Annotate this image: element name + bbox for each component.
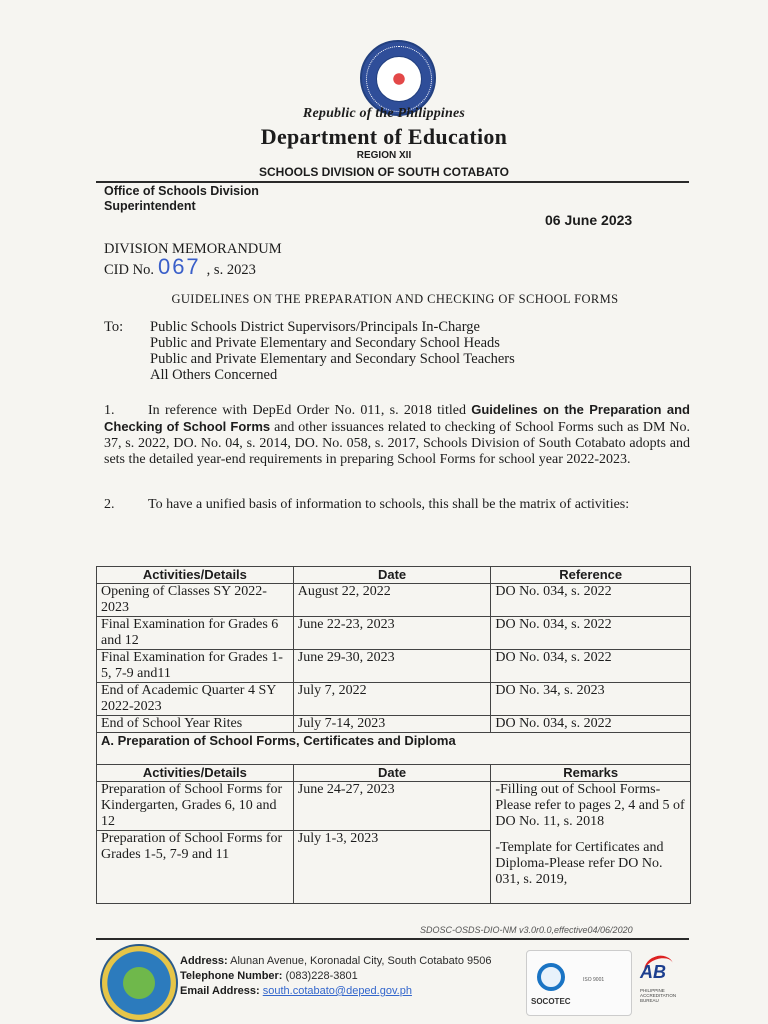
recipient-item: All Others Concerned (150, 367, 278, 383)
email-label: Email Address: (180, 985, 260, 997)
section-title: A. Preparation of School Forms, Certificates and Diploma (97, 733, 691, 765)
table-row (97, 617, 691, 650)
paragraph-text: and other issuances related to checking of School Forms such as DM No. 37, s. 2022, DO. No. 04, s. 2014, DO. No. 058, s. 2017, Schools Division of South Cotabato adopts and sets the detailed year-end requirements in preparing School Forms for school year 2022-2023. (104, 420, 690, 467)
activity-cell: End of Academic Quarter 4 SY 2022-2023 (97, 683, 294, 716)
seal-center (376, 56, 422, 102)
republic-title: Republic of the Philippines (302, 106, 466, 121)
document-code: SDOSC-OSDS-DIO-NM v3.0r0.0,effective04/06/2020 (420, 925, 633, 935)
date-cell: June 24-27, 2023 (293, 782, 491, 831)
table-row (97, 782, 691, 831)
pab-text: PHILIPPINE ACCREDITATION BUREAU (640, 988, 677, 1003)
sds-south-cotabato-logo (100, 944, 178, 1022)
memo-date: 06 June 2023 (545, 212, 633, 228)
contact-block (180, 954, 491, 999)
deped-seal-logo (360, 40, 436, 116)
to-label: To: (104, 319, 124, 335)
recipient-list (150, 319, 515, 383)
phone-value: (083)228-3801 (282, 970, 358, 982)
paragraph-number: 1. (104, 403, 115, 418)
remark-school-forms: -Filling out of School Forms-Please refer to pages 2, 4 and 5 of DO No. 11, s. 2018 (495, 782, 685, 829)
column-header: Remarks (491, 765, 691, 782)
column-header: Activities/Details (97, 765, 294, 782)
socotec-label: SOCOTEC (531, 997, 571, 1006)
date-cell: July 7, 2022 (293, 683, 491, 716)
phone-line (180, 969, 491, 984)
paragraph-text: To have a unified basis of information to schools, this shall be the matrix of activities: (148, 497, 630, 512)
activity-cell: Preparation of School Forms for Grades 1-5, 7-9 and 11 (97, 831, 294, 904)
cid-prefix: CID No. (104, 262, 154, 278)
phone-label: Telephone Number: (180, 970, 283, 982)
date-cell: June 29-30, 2023 (293, 650, 491, 683)
table-header-row (97, 765, 691, 782)
remark-spacer (495, 830, 686, 840)
office-label (104, 184, 259, 214)
activity-matrix-table (96, 566, 691, 904)
reference-cell: DO No. 034, s. 2022 (491, 716, 691, 733)
pab-accreditation-logo (640, 954, 684, 1010)
iso-label: ISO 9001 (583, 977, 605, 983)
reference-cell: DO No. 034, s. 2022 (491, 650, 691, 683)
memo-subject: GUIDELINES ON THE PREPARATION AND CHECKING OF SCHOOL FORMS (171, 292, 619, 306)
pab-mark: AB (640, 962, 666, 982)
remark-certificates: -Template for Certificates and Diploma-Please refer DO No. 031, s. 2019, (495, 840, 664, 887)
memo-type: DIVISION MEMORANDUM (104, 241, 282, 257)
address-value: Alunan Avenue, Koronadal City, South Cotabato 9506 (227, 955, 492, 967)
table-row (97, 683, 691, 716)
email-line (180, 984, 491, 999)
cid-number: 067 (157, 254, 201, 279)
recipient-item: Public Schools District Supervisors/Principals In-Charge (150, 319, 480, 335)
remarks-cell (491, 782, 691, 904)
reference-cell: DO No. 34, s. 2023 (491, 683, 691, 716)
activity-cell: End of School Year Rites (97, 716, 294, 733)
recipient-item: Public and Private Elementary and Secondary School Heads (150, 335, 500, 351)
division-label: SCHOOLS DIVISION OF SOUTH COTABATO (258, 165, 509, 179)
column-header: Date (293, 567, 491, 584)
date-cell: June 22-23, 2023 (293, 617, 491, 650)
reference-cell: DO No. 034, s. 2022 (491, 617, 691, 650)
activity-cell: Final Examination for Grades 1-5, 7-9 and11 (97, 650, 294, 683)
column-header: Activities/Details (97, 567, 294, 584)
column-header: Reference (491, 567, 691, 584)
email-link[interactable]: south.cotabato@deped.gov.ph (262, 985, 412, 997)
memo-id-block (104, 241, 282, 279)
table-row (97, 716, 691, 733)
cid-series: , s. 2023 (206, 262, 256, 278)
activity-cell: Opening of Classes SY 2022-2023 (97, 584, 294, 617)
department-title: Department of Education (260, 124, 508, 149)
reference-cell: DO No. 034, s. 2022 (491, 584, 691, 617)
socotec-certification-badge (526, 950, 632, 1016)
table-row (97, 584, 691, 617)
date-cell: August 22, 2022 (293, 584, 491, 617)
date-cell: July 7-14, 2023 (293, 716, 491, 733)
address-label: Address: (180, 955, 228, 967)
section-title-row (97, 733, 691, 765)
column-header: Date (293, 765, 491, 782)
paragraph-number: 2. (104, 497, 115, 512)
cid-row (104, 254, 282, 279)
header-divider (96, 181, 689, 183)
paragraph-1 (104, 402, 690, 468)
office-line-1: Office of Schools Division (104, 184, 259, 198)
date-cell: July 1-3, 2023 (293, 831, 491, 904)
activity-cell: Final Examination for Grades 6 and 12 (97, 617, 294, 650)
paragraph-text: In reference with DepEd Order No. 011, s. 2018 titled (148, 403, 472, 418)
table-header-row (97, 567, 691, 584)
activity-cell: Preparation of School Forms for Kindergarten, Grades 6, 10 and 12 (97, 782, 294, 831)
region-label: REGION XII (356, 150, 412, 161)
socotec-icon (537, 963, 565, 991)
table-row (97, 650, 691, 683)
address-line (180, 954, 491, 969)
order-title: Guidelines on the Preparation and Checking of School Forms (104, 402, 690, 434)
recipient-item: Public and Private Elementary and Secondary School Teachers (150, 351, 515, 367)
paragraph-2 (104, 497, 690, 513)
footer-divider (96, 938, 689, 940)
office-line-2: Superintendent (104, 199, 196, 213)
